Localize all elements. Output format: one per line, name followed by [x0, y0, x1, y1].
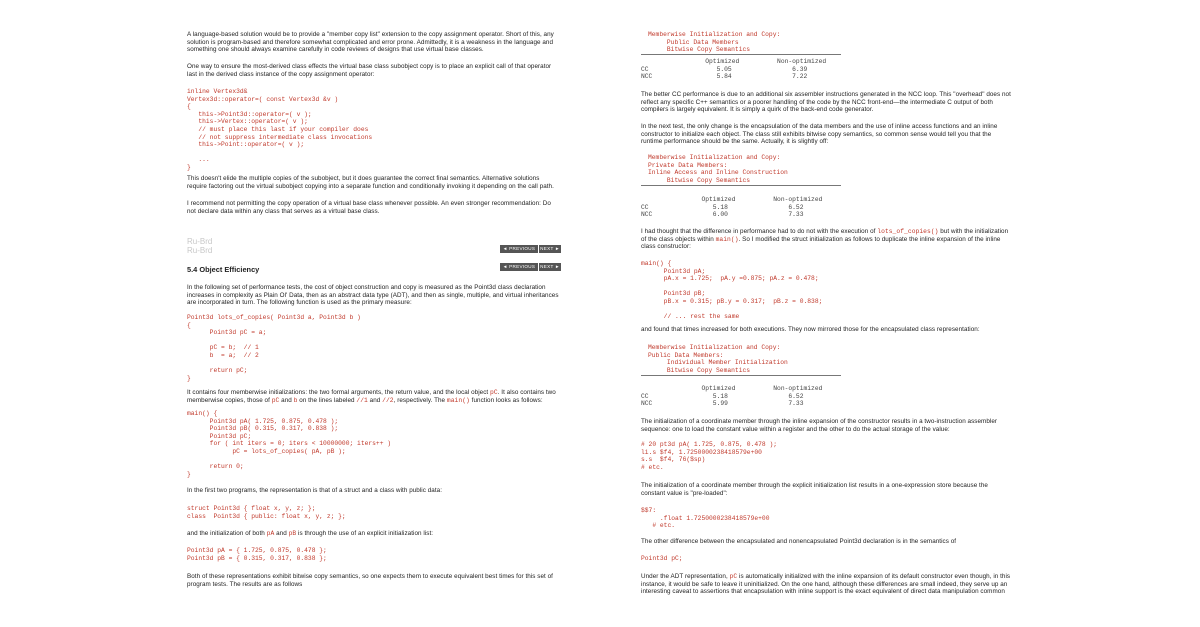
- code-inline: pC: [490, 389, 498, 396]
- paragraph: [641, 573, 1013, 596]
- paragraph: One way to ensure the most-derived class effects the virtual base class subobject copy is to place an explicit call of that operator last in the derived class instance of the copy assignment operator:: [187, 63, 552, 78]
- divider: [641, 375, 841, 376]
- table-heading: Memberwise Initialization and Copy: Public Data Members: Individual Member Initialization Bitwise Copy Semantics: [648, 344, 788, 374]
- text-run: . So I modified the struct initialization as follows to duplicate the inline expansion of the inline class constructor:: [641, 235, 1001, 251]
- next-button[interactable]: NEXT ►: [540, 264, 560, 269]
- text-run: Under the ADT representation,: [641, 573, 730, 580]
- code-inline: pC: [729, 573, 738, 580]
- code-block: Point3d pA = { 1.725, 0.875, 0.478 }; Point3d pB = { 0.315, 0.317, 0.838 };: [187, 547, 327, 562]
- table-heading: Memberwise Initialization and Copy: Private Data Members: Inline Access and Inline Construction Bitwise Copy Semantics: [648, 154, 788, 184]
- code-inline: //1: [356, 396, 368, 404]
- paragraph: In the first two programs, the representation is that of a struct and a class with public data:: [187, 487, 443, 494]
- text-run: function looks as follows:: [469, 396, 543, 404]
- code-block: $$7: .float 1.7250000238418579e+00 # etc.: [641, 507, 770, 530]
- text-run: . It also contains two memberwise copies, those of: [187, 389, 556, 404]
- text-run: and: [274, 530, 289, 537]
- paragraph: The better CC performance is due to an additional six assembler instructions generated in the NCC loop. This "overhead" does not reflect any specific C++ semantics or a poorer handling of the code by the NCC front-end—the intermediate C output of both compilers is largely equivalent. It is simply a quirk of the back-end code generator.: [641, 91, 1011, 114]
- paragraph: [641, 228, 1013, 251]
- code-inline: pB: [288, 530, 297, 537]
- paragraph: The initialization of a coordinate member through the explicit initialization list results in a one-expression store because the constant value is "pre-loaded":: [641, 482, 988, 497]
- paragraph: I recommend not permitting the copy operation of a virtual base class whenever possible. An even stronger recommendation: Do not declare data within any class that serves as a virtual base class.: [187, 200, 551, 215]
- text-run: and: [367, 396, 383, 404]
- brand-label: Ru-Brd: [187, 246, 213, 255]
- paragraph: The initialization of a coordinate member through the inline expansion of the constructor results in a two-instruction assembler sequence: one to load the constant value within a register and the other to do the actual storage of the value:: [641, 418, 998, 433]
- code-block: struct Point3d { float x, y, z; }; class Point3d { public: float x, y, z; };: [187, 505, 346, 520]
- code-inline: main(): [715, 235, 739, 243]
- text-run: but with the initialization of the class objects within: [641, 228, 1009, 243]
- nav-buttons: [500, 237, 561, 273]
- results-table: Optimized Non-optimized CC 5.05 6.39 NCC 5.84 7.22: [641, 58, 827, 81]
- table-heading: Memberwise Initialization and Copy: Public Data Members Bitwise Copy Semantics: [648, 31, 781, 54]
- divider: [641, 54, 841, 55]
- code-block: main() { Point3d pA; pA.x = 1.725; pA.y =0.875; pA.z = 0.478; Point3d pB; pB.x = 0.315; pB.y = 0.317; pB.z = 0.838; // ... rest the same: [641, 260, 823, 321]
- text-run: I had thought that the difference in performance had to do not with the execution of: [641, 228, 878, 235]
- paragraph: In the following set of performance tests, the cost of object construction and copy is measured as the Point3d class declaration increases in complexity as Plain Ol' Data, then as an abstract data type (ADT), and then as single, multiple, and virtual inheritances are incorporated in turn. The following function is used as the primary measure:: [187, 284, 559, 307]
- paragraph: Both of these representations exhibit bitwise copy semantics, so one expects them to execute equivalent best times for this set of program tests. The results are as follows: [187, 573, 553, 588]
- previous-button[interactable]: ◄ PREVIOUS: [500, 245, 538, 253]
- text-run: and: [279, 396, 294, 404]
- code-inline: //2: [382, 396, 394, 404]
- paragraph: The other difference between the encapsulated and nonencapsulated Point3d declaration is in the semantics of: [641, 538, 957, 545]
- results-table: Optimized Non-optimized CC 5.18 6.52 NCC 6.00 7.33: [641, 196, 823, 219]
- navigation-bar: [187, 237, 561, 269]
- code-inline: b: [293, 396, 298, 404]
- paragraph: [187, 530, 559, 538]
- code-block: main() { Point3d pA( 1.725, 0.875, 0.478 ); Point3d pB( 0.315, 0.317, 0.838 ); Point3d pC; for ( int iters = 0; iters < 10000000; iters++ ) pC = lots_of_copies( pA, pB ); return 0; }: [187, 410, 392, 478]
- code-inline: pC: [271, 396, 280, 404]
- code-block: # 20 pt3d pA( 1.725, 0.875, 0.478 ); li.s $f4, 1.7250000238418579e+00 s.s $f4, 76($sp) # etc.: [641, 441, 778, 471]
- text-run: is automatically initialized with the inline expansion of its default constructor even though, in this instance, it would be safe to leave it uninitialized. On the one hand, although these differences are small indeed, they serve up an interesting caveat to assertions that encapsulation with inline support is the exact equivalent of direct data manipulation common: [641, 573, 1011, 596]
- code-inline: pA: [266, 530, 275, 537]
- paragraph: and found that times increased for both executions. They now mirrored those for the encapsulated class representation:: [641, 326, 980, 333]
- results-table: Optimized Non-optimized CC 5.18 6.52 NCC 5.99 7.33: [641, 385, 823, 408]
- code-block: Point3d lots_of_copies( Point3d a, Point3d b ) { Point3d pC = a; pC = b; // 1 b = a; // 2 return pC; }: [187, 314, 361, 382]
- section-heading: 5.4 Object Efficiency: [187, 265, 260, 274]
- text-run: and the initialization of both: [187, 530, 267, 537]
- code-inline: main(): [446, 396, 470, 404]
- paragraph: A language-based solution would be to provide a "member copy list" extension to the copy assignment operator. Short of this, any solution is program-based and therefore somewhat complicated and error prone. Admittedly, it is a weakness in the language and something one should always examine carefully in code reviews of designs that use virtual base classes.: [187, 31, 554, 54]
- brand-label: Ru-Brd: [187, 237, 213, 246]
- code-block: inline Vertex3d& Vertex3d::operator=( const Vertex3d &v ) { this->Point3d::operator=( v ); this->Vertex::operator=( v ); // must place this last if your compiler does // not suppress intermediate class invocations this->Point::operator=( v ); ... }: [187, 88, 373, 171]
- text-run: It contains four memberwise initializations: the two formal arguments, the return value, and the local object: [187, 389, 490, 396]
- paragraph: [187, 389, 559, 404]
- code-block: Point3d pC;: [641, 555, 683, 562]
- paragraph: This doesn't elide the multiple copies of the subobject, but it does guarantee the correct final semantics. Alternative solutions require factoring out the virtual subobject copying into a separate function and conditionally invoking it depending on the call path.: [187, 175, 554, 190]
- text-run: is through the use of an explicit initialization list:: [296, 530, 434, 537]
- next-button[interactable]: NEXT ►: [540, 246, 560, 251]
- divider: [641, 185, 841, 186]
- text-run: , respectively. The: [393, 396, 447, 404]
- previous-button[interactable]: ◄ PREVIOUS: [500, 263, 538, 271]
- code-inline: lots_of_copies(): [877, 228, 939, 235]
- text-run: on the lines labeled: [297, 396, 357, 404]
- paragraph: In the next test, the only change is the encapsulation of the data members and the use of inline access functions and an inline constructor to initialize each object. The class still exhibits bitwise copy semantics, so common sense would tell you that the runtime performance should be the same. Actually, it is slightly off:: [641, 123, 998, 146]
